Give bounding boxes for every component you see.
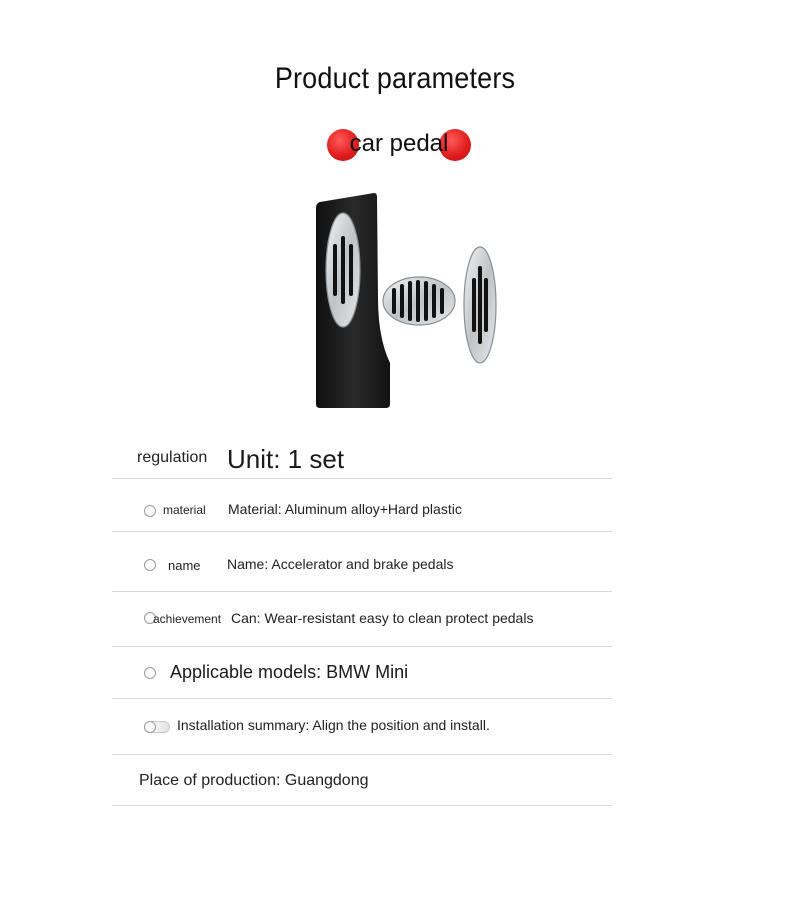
divider (112, 478, 612, 479)
name-label: name (168, 558, 201, 573)
product-badge (327, 126, 471, 166)
applicable-models-value: Applicable models: BMW Mini (170, 662, 409, 682)
divider (112, 805, 612, 806)
name-value: Name: Accelerator and brake pedals (227, 556, 454, 572)
radio-icon (144, 667, 156, 679)
installation-summary-value: Installation summary: Align the position and install. (177, 717, 490, 733)
unit-value: Unit: 1 set (227, 444, 345, 474)
badge-label: car pedal (349, 130, 449, 157)
divider (112, 754, 612, 755)
achievement-value: Can: Wear-resistant easy to clean protect pedals (231, 610, 534, 626)
toggle-icon (144, 721, 170, 733)
divider (112, 646, 612, 647)
production-place-value: Place of production: Guangdong (139, 772, 369, 789)
material-value: Material: Aluminum alloy+Hard plastic (228, 501, 462, 517)
achievement-label: achievement (153, 612, 222, 626)
material-label: material (163, 503, 206, 517)
radio-icon (144, 559, 156, 571)
page-title: Product parameters (274, 62, 516, 95)
divider (112, 531, 612, 532)
radio-icon (144, 505, 156, 517)
divider (112, 591, 612, 592)
regulation-label: regulation (137, 449, 208, 466)
divider (112, 698, 612, 699)
car-pedal-set-icon (300, 188, 510, 413)
